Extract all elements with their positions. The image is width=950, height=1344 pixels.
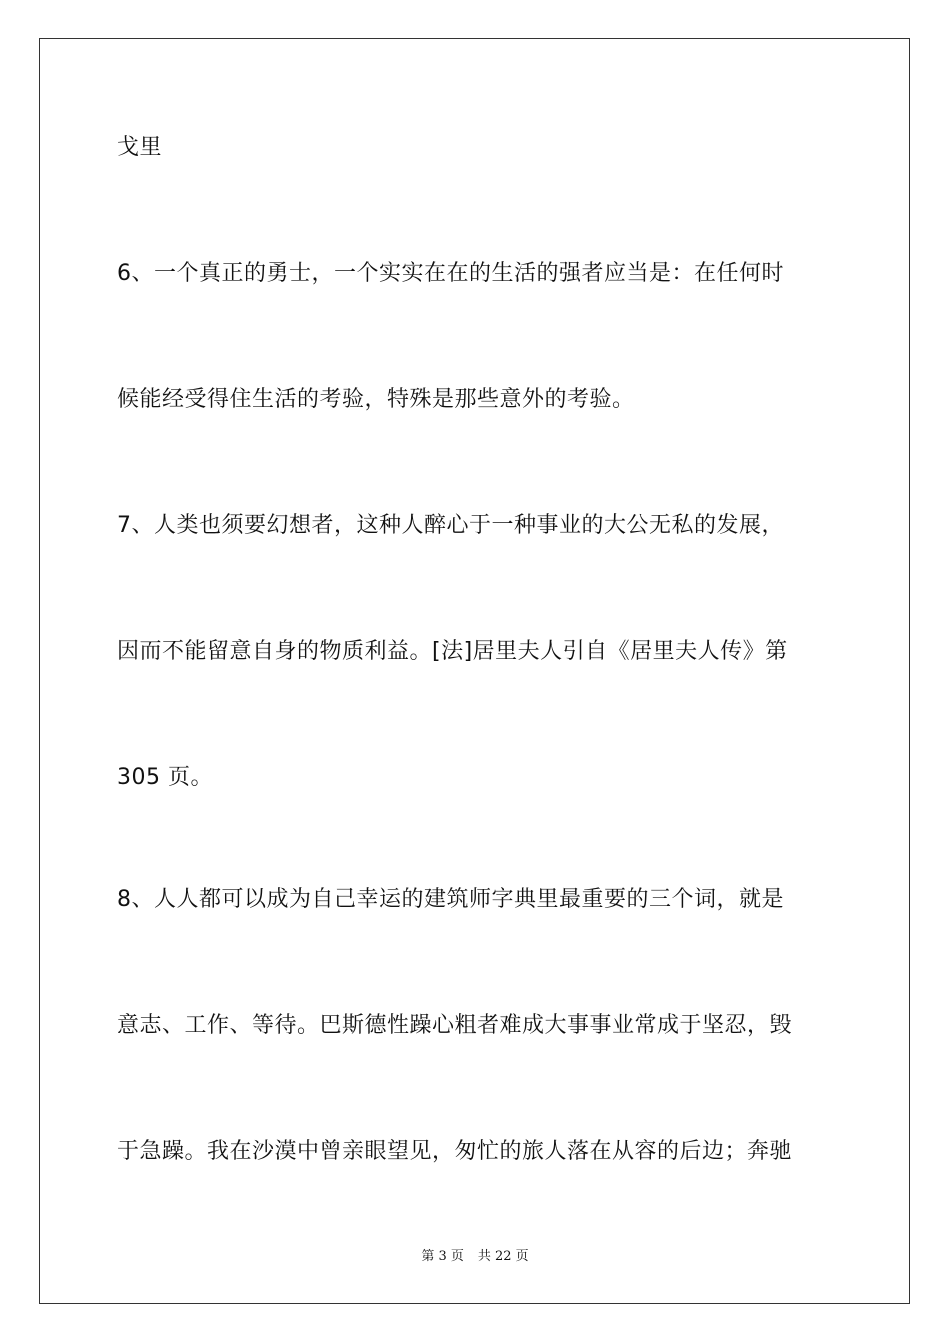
- page-footer: [0, 1248, 950, 1266]
- text-line: 于急躁。我在沙漠中曾亲眼望见，匆忙的旅人落在从容的后边；奔驰: [117, 1139, 793, 1164]
- text-line: 意志、工作、等待。巴斯德性躁心粗者难成大事事业常成于坚忍，毁: [117, 1013, 793, 1038]
- page-frame: [39, 38, 910, 1304]
- text-line: 戈里: [117, 135, 163, 160]
- text-line: 305 页。: [117, 765, 213, 790]
- text-line: 候能经受得住生活的考验，特殊是那些意外的考验。: [117, 387, 635, 412]
- text-line: 7、人类也须要幻想者，这种人醉心于一种事业的大公无私的发展，: [117, 513, 784, 538]
- text-line: 6、一个真正的勇士，一个实实在在的生活的强者应当是：在任何时: [117, 261, 784, 286]
- text-line: 因而不能留意自身的物质利益。[法]居里夫人引自《居里夫人传》第: [117, 639, 788, 664]
- text-line: 8、人人都可以成为自己幸运的建筑师字典里最重要的三个词，就是: [117, 887, 784, 912]
- page-total: 共 22 页: [477, 1249, 529, 1264]
- page-number: 第 3 页: [421, 1249, 464, 1264]
